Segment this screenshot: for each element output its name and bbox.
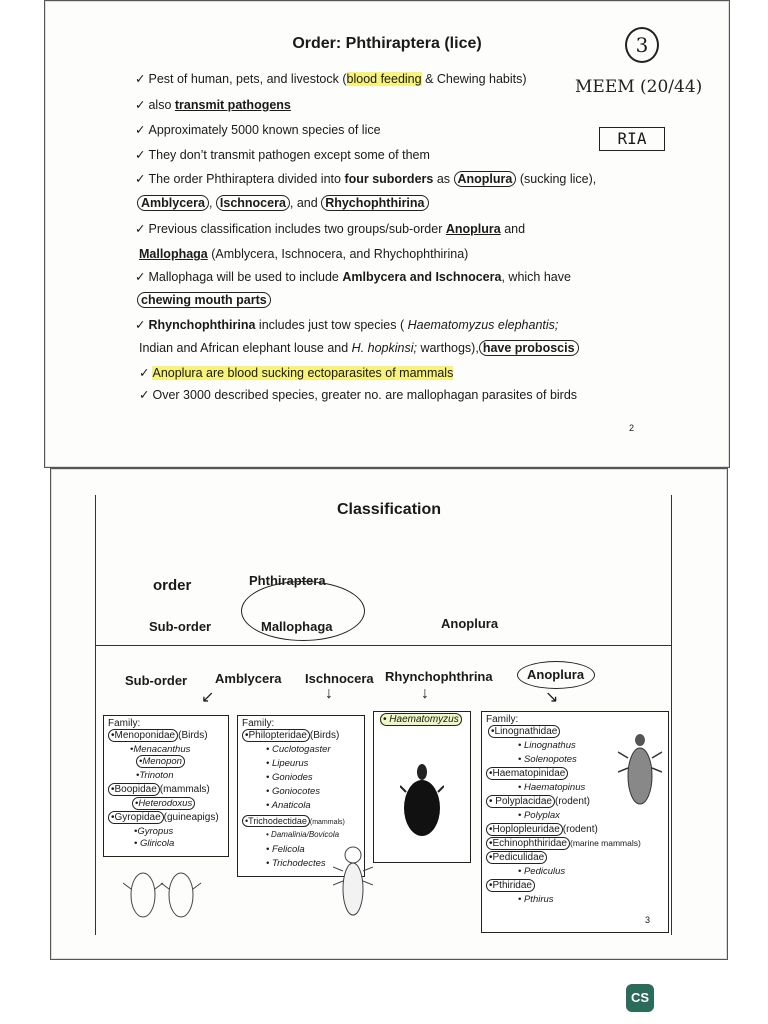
bullet-suborders: ✓ The order Phthiraptera divided into four suborders as Anoplura (sucking lice), <box>135 172 597 186</box>
genus-item: • Pthirus <box>518 894 554 905</box>
page-number: 2 <box>629 423 635 433</box>
bullet-suborders-cont: Amblycera , Ischnocera , and Rhychophthirina <box>137 196 429 210</box>
suborder-mallophaga: Mallophaga <box>261 619 333 634</box>
check-icon: ✓ <box>139 366 150 380</box>
bullet-pest: ✓ Pest of human, pets, and livestock (blood feeding & Chewing habits) <box>135 72 527 86</box>
check-icon: ✓ <box>135 123 146 137</box>
louse-illustration <box>123 865 203 925</box>
check-icon: ✓ <box>135 222 146 236</box>
bullet-pathogen-exception: ✓ They don’t transmit pathogen except some of them <box>135 148 430 162</box>
check-icon: ✓ <box>135 98 146 112</box>
bullet-transmit: ✓ also transmit pathogens <box>135 98 291 112</box>
genus-item: • Anaticola <box>266 800 311 811</box>
family-pthiridae: •Pthiridae <box>486 880 535 891</box>
check-icon: ✓ <box>135 270 146 284</box>
slide-classification <box>50 468 728 960</box>
family-header: Family: <box>108 718 141 729</box>
arrow-down-icon: ↓ <box>421 685 429 702</box>
family-linognathidae: •Linognathidae <box>488 726 560 737</box>
bullet-over-3000: ✓ Over 3000 described species, greater no. are mallophagan parasites of birds <box>139 388 578 402</box>
family-boopidae: •Boopidae (mammals) <box>108 784 210 795</box>
suborder-label: Sub-order <box>149 619 212 634</box>
bullet-mallophaga: ✓ Mallophaga will be used to include Amlbycera and Ischnocera, which have <box>135 270 571 284</box>
genus-item: • Polyplax <box>518 810 560 821</box>
family-header: Family: <box>242 718 275 729</box>
genus-item: • Haematopinus <box>518 782 586 793</box>
bullet-rhynchophthirina: ✓ Rhynchophthirina includes just tow species ( Haematomyzus elephantis; <box>135 318 559 332</box>
bullet-anoplura: ✓ Anoplura are blood sucking ectoparasites of mammals <box>139 366 454 380</box>
handwritten-box: RIA <box>599 127 665 151</box>
right-frame-line <box>671 495 672 935</box>
family-hoplopleuridae: •Hoplopleuridae (rodent) <box>486 824 598 835</box>
family-box-amblycera <box>103 715 229 857</box>
left-frame-line <box>95 495 96 935</box>
genus-item: • Lipeurus <box>266 758 309 769</box>
genus-item: • Gliricola <box>134 838 175 849</box>
camscanner-logo: CS <box>626 984 654 1012</box>
arrow-down-left-icon: ↙ <box>201 689 215 706</box>
check-icon: ✓ <box>135 72 146 86</box>
bullet-rhynchophthirina-cont: Indian and African elephant louse and H. hopkinsi; warthogs), have proboscis <box>139 341 579 355</box>
family-box-rhynchophthrina <box>373 711 471 863</box>
arrow-down-icon: ↘ <box>545 689 559 706</box>
slide-title: Order: Phthiraptera (lice) <box>292 35 482 52</box>
bullet-species-count: ✓ Approximately 5000 known species of lice <box>135 123 381 137</box>
genus-haematomyzus: • Haematomyzus <box>380 714 462 725</box>
family-menoponidae: •Menoponidae (Birds) <box>108 730 208 741</box>
family-echinophthiridae: •Echinophthiridae (marine mammals) <box>486 838 641 849</box>
order-value: Phthiraptera <box>249 573 326 588</box>
genus-item: • Trichodectes <box>266 858 326 869</box>
family-polyplacidae: • Polyplacidae (rodent) <box>486 796 590 807</box>
elephant-louse-illustration <box>400 762 444 842</box>
handwritten-code: MEEM (20/44) <box>575 77 703 97</box>
genus-item: • Goniocotes <box>266 786 321 797</box>
arrow-down-icon: ↓ <box>325 685 333 702</box>
sucking-louse-illustration <box>618 732 662 808</box>
slide-order-phthiraptera <box>44 0 730 468</box>
suborder-ischnocera: Ischnocera <box>305 671 374 686</box>
genus-item: • Solenopotes <box>518 754 577 765</box>
suborder-anoplura: Anoplura <box>441 616 499 631</box>
genus-item: • Damalinia/Bovicola <box>266 830 340 839</box>
page-number: 3 <box>645 915 651 925</box>
family-box-anoplura <box>481 711 669 933</box>
genus-item: • Goniodes <box>266 772 313 783</box>
suborder-rhynchophthrina: Rhynchophthrina <box>385 669 493 684</box>
genus-item: •Trinoton <box>136 770 174 781</box>
genus-item: • Pediculus <box>518 866 566 877</box>
chewing-louse-illustration <box>333 841 373 921</box>
family-pediculidae: •Pediculidae <box>486 852 547 863</box>
genus-item: •Menopon <box>136 756 185 767</box>
suborder-anoplura-2: Anoplura <box>527 667 585 682</box>
check-icon: ✓ <box>135 318 146 332</box>
family-trichodectidae: •Trichodectidae (mammals) <box>242 816 345 826</box>
check-icon: ✓ <box>135 172 146 186</box>
suborder2-label: Sub-order <box>125 673 188 688</box>
genus-item: •Menacanthus <box>130 744 191 755</box>
genus-item: • Linognathus <box>518 740 576 751</box>
genus-item: • Felicola <box>266 844 305 855</box>
family-haematopinidae: •Haematopinidae <box>486 768 568 779</box>
genus-item: •Gyropus <box>134 826 174 837</box>
genus-item: • Cuclotogaster <box>266 744 331 755</box>
divider-line <box>95 645 671 646</box>
slide-title: Classification <box>336 501 442 518</box>
bullet-previous-classification: ✓ Previous classification includes two groups/sub-order Anoplura and <box>135 222 526 236</box>
check-icon: ✓ <box>139 388 150 402</box>
family-philopteridae: •Philopteridae (Birds) <box>242 730 339 741</box>
order-label: order <box>153 577 192 594</box>
bullet-previous-classification-cont: Mallophaga (Amblycera, Ischnocera, and Rhychophthirina) <box>139 247 469 261</box>
check-icon: ✓ <box>135 148 146 162</box>
suborder-amblycera: Amblycera <box>215 671 282 686</box>
circled-page-annotation: 3 <box>625 27 659 63</box>
family-gyropidae: •Gyropidae (guineapigs) <box>108 812 219 823</box>
family-header: Family: <box>486 714 519 725</box>
genus-item: •Heterodoxus <box>132 798 195 809</box>
bullet-mallophaga-cont: chewing mouth parts <box>137 293 271 307</box>
